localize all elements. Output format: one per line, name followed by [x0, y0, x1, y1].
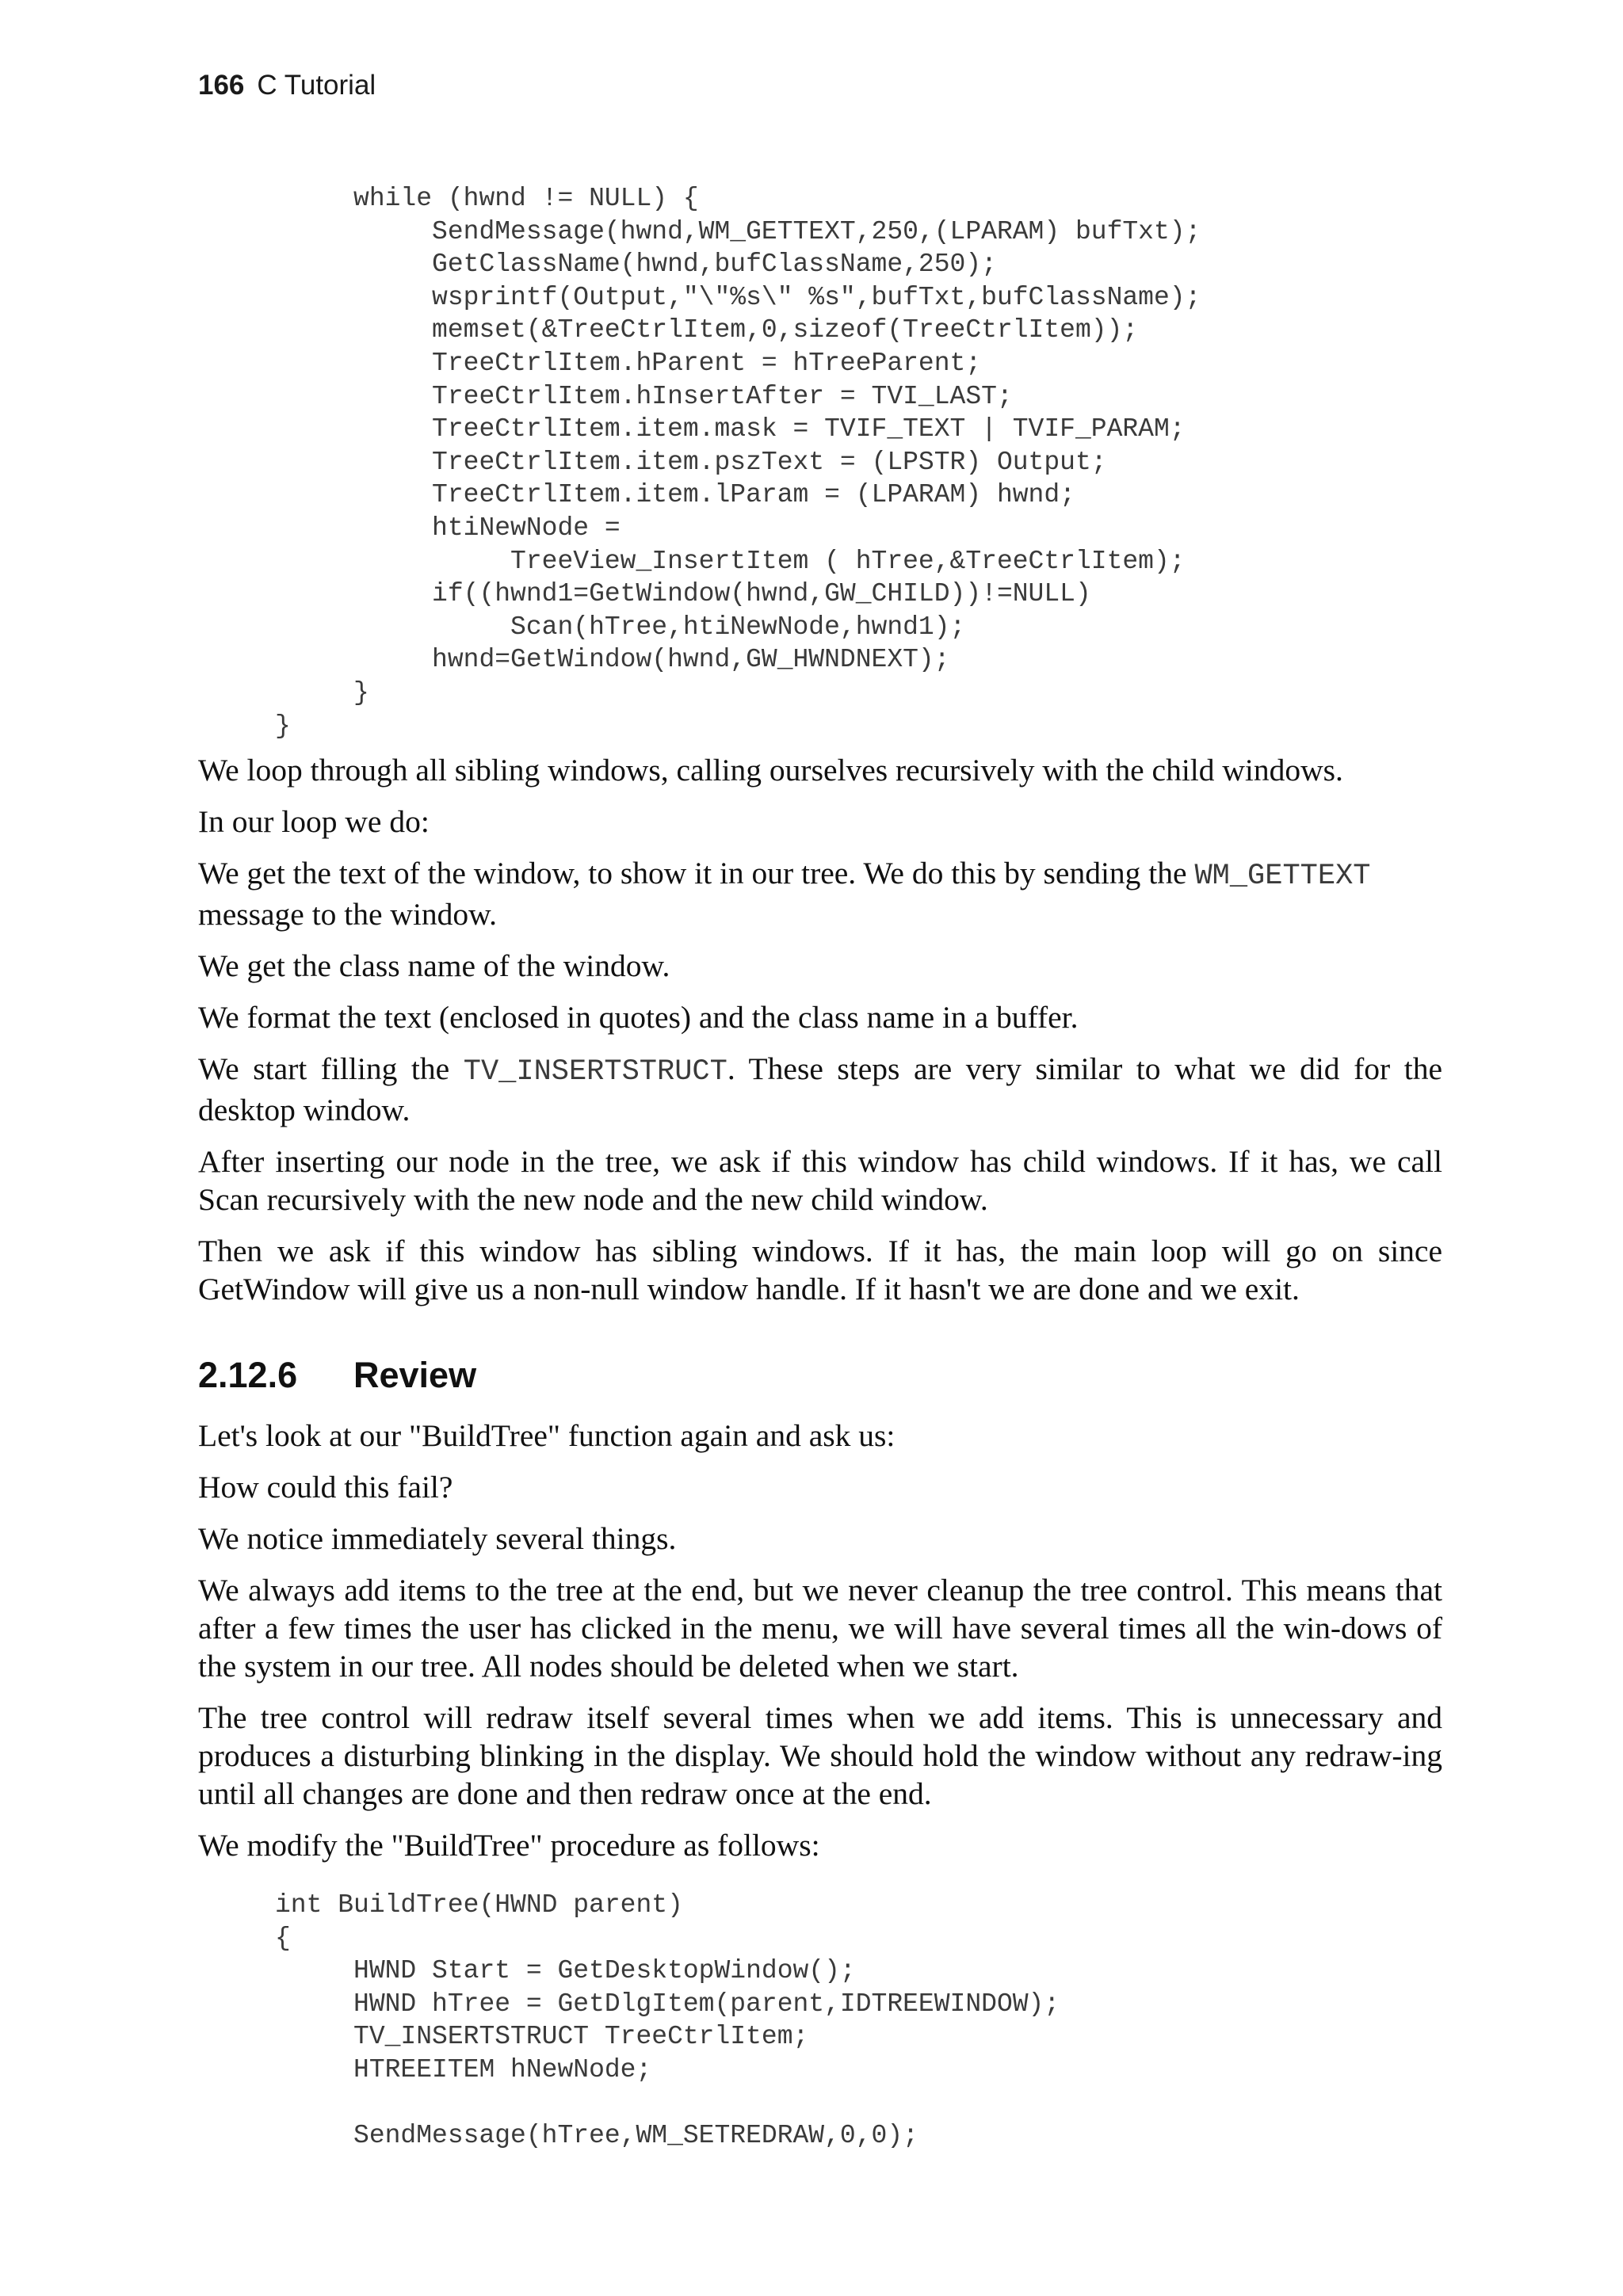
paragraph: Then we ask if this window has sibling windows. If it has, the main loop will go on since GetWindow will give us a non-null window handle. If it hasn't we are done and we exit. — [198, 1234, 1442, 1306]
section-title: Review — [353, 1355, 477, 1395]
paragraph: In our loop we do: — [198, 804, 430, 839]
paragraph: Let's look at our "BuildTree" function again and ask us: — [198, 1418, 896, 1453]
paragraph: How could this fail? — [198, 1470, 453, 1505]
paragraph: We get the text of the window, to show it in our tree. We do this by sending the WM_GETTEXT message to the window. — [198, 856, 1371, 932]
inline-code: WM_GETTEXT — [1194, 860, 1371, 893]
running-header — [198, 70, 376, 101]
paragraph: We get the class name of the window. — [198, 948, 670, 983]
paragraph: We format the text (enclosed in quotes) and the class name in a buffer. — [198, 1000, 1079, 1035]
explanation-paragraphs — [198, 751, 1442, 1322]
inline-code: TV_INSERTSTRUCT — [463, 1055, 727, 1089]
paragraph: We start filling the TV_INSERTSTRUCT. These steps are very similar to what we did for the desktop window. — [198, 1051, 1443, 1127]
running-title: C Tutorial — [257, 70, 376, 101]
review-paragraphs — [198, 1417, 1442, 1878]
code-block-buildtree: int BuildTree(HWND parent) { HWND Start = GetDesktopWindow(); HWND hTree = GetDlgItem(parent,IDTREEWINDOW); TV_INSERTSTRUCT TreeCtrlItem; HTREEITEM hNewNode; SendMessage(hTree,WM_SETREDRAW,0,0); — [275, 1890, 1060, 2151]
paragraph: We always add items to the tree at the end, but we never cleanup the tree control. This means that after a few times the user has clicked in the menu, we will have several times all the win-dows of the system in our tree. All nodes should be deleted when we start. — [198, 1573, 1442, 1684]
code-block-scan-loop: while (hwnd != NULL) { SendMessage(hwnd,WM_GETTEXT,250,(LPARAM) bufTxt); GetClassName(hwnd,bufClassName,250); wsprintf(Output,"\"%s\" %s",bufTxt,bufClassName); memset(&TreeCtrlItem,0,sizeof(TreeCtrlItem)); TreeCtrlItem.hParent = hTreeParent; TreeCtrlItem.hInsertAfter = TVI_LAST; TreeCtrlItem.item.mask = TVIF_TEXT | TVIF_PARAM; TreeCtrlItem.item.pszText = (LPSTR) Output; TreeCtrlItem.item.lParam = (LPARAM) hwnd; htiNewNode = TreeView_InsertItem ( hTree,&TreeCtrlItem); if((hwnd1=GetWindow(hwnd,GW_CHILD))!=NULL) Scan(hTree,htiNewNode,hwnd1); hwnd=GetWindow(hwnd,GW_HWNDNEXT); } } — [275, 184, 1201, 741]
paragraph: We modify the "BuildTree" procedure as follows: — [198, 1828, 820, 1863]
paragraph: After inserting our node in the tree, we ask if this window has child windows. If it has, we call Scan recursively with the new node and the new child window. — [198, 1144, 1442, 1217]
page-number: 166 — [198, 70, 245, 101]
section-heading — [198, 1355, 476, 1396]
paragraph: We notice immediately several things. — [198, 1521, 677, 1556]
paragraph: We loop through all sibling windows, calling ourselves recursively with the child windows. — [198, 753, 1343, 788]
paragraph: The tree control will redraw itself several times when we add items. This is unnecessary and produces a disturbing blinking in the display. We should hold the window without any redraw-ing until all changes are done and then redraw once at the end. — [198, 1700, 1442, 1811]
section-number: 2.12.6 — [198, 1355, 298, 1395]
